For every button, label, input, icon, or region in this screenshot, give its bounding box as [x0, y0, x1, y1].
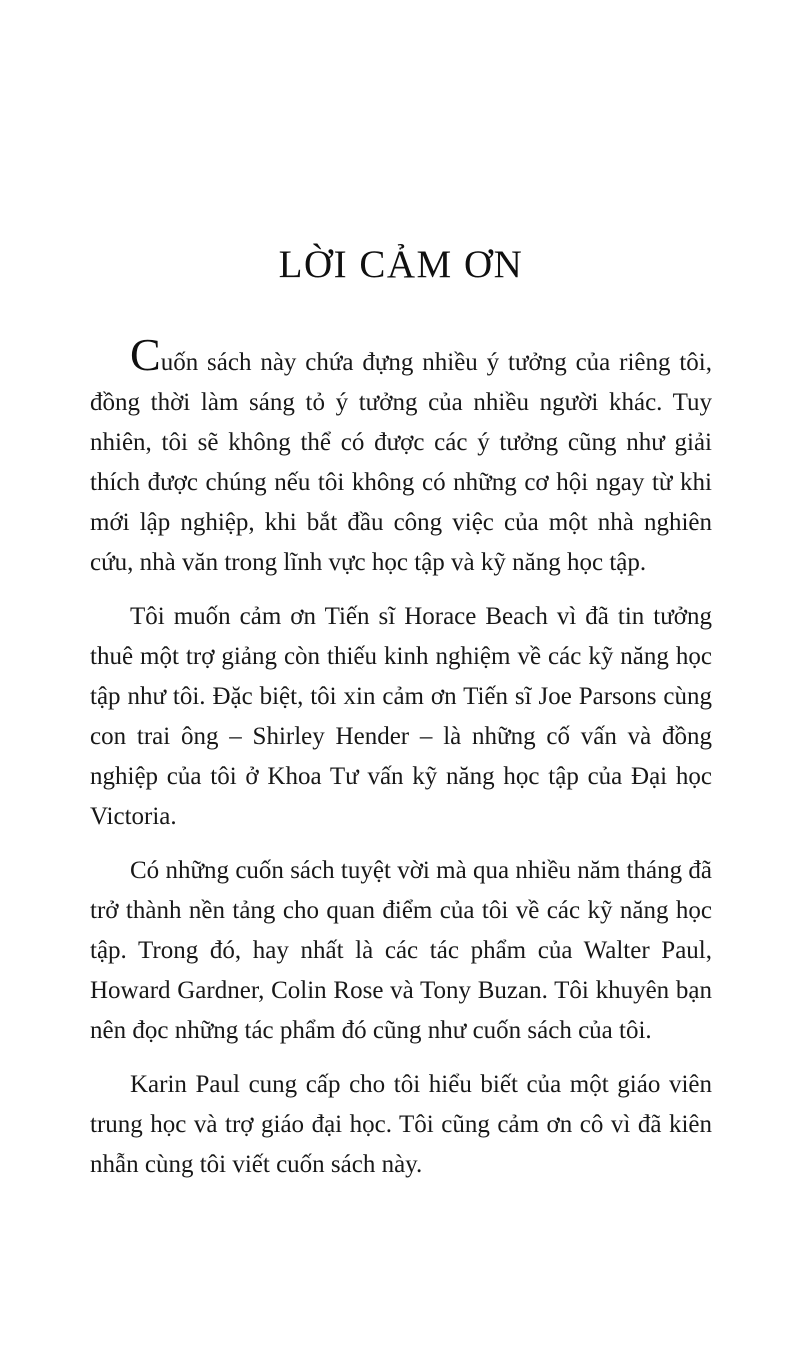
- page-title: LỜI CẢM ƠN: [278, 243, 524, 286]
- drop-cap-initial: C: [130, 329, 161, 380]
- paragraph-1: [90, 329, 712, 583]
- paragraph-4: Karin Paul cung cấp cho tôi hiểu biết của một giáo viên trung học và trợ giáo đại học. Tôi cũng cảm ơn cô vì đã kiên nhẫn cùng tôi viết cuốn sách này.: [90, 1071, 712, 1178]
- paragraph-3: Có những cuốn sách tuyệt vời mà qua nhiều năm tháng đã trở thành nền tảng cho quan điểm của tôi về các kỹ năng học tập. Trong đó, hay nhất là các tác phẩm của Walter Paul, Howard Gardner, Colin Rose và Tony Buzan. Tôi khuyên bạn nên đọc những tác phẩm đó cũng như cuốn sách của tôi.: [90, 857, 712, 1044]
- paragraph-2: Tôi muốn cảm ơn Tiến sĩ Horace Beach vì đã tin tưởng thuê một trợ giảng còn thiếu kinh nghiệm về các kỹ năng học tập như tôi. Đặc biệt, tôi xin cảm ơn Tiến sĩ Joe Parsons cùng con trai ông – Shirley Hender – là những cố vấn và đồng nghiệp của tôi ở Khoa Tư vấn kỹ năng học tập của Đại học Victoria.: [90, 603, 712, 830]
- paragraph-1-text: uốn sách này chứa đựng nhiều ý tưởng của riêng tôi, đồng thời làm sáng tỏ ý tưởng của nhiều người khác. Tuy nhiên, tôi sẽ không thể có được các ý tưởng cũng như giải thích được chúng nếu tôi không có những cơ hội ngay từ khi mới lập nghiệp, khi bắt đầu công việc của một nhà nghiên cứu, nhà văn trong lĩnh vực học tập và kỹ năng học tập.: [90, 349, 712, 576]
